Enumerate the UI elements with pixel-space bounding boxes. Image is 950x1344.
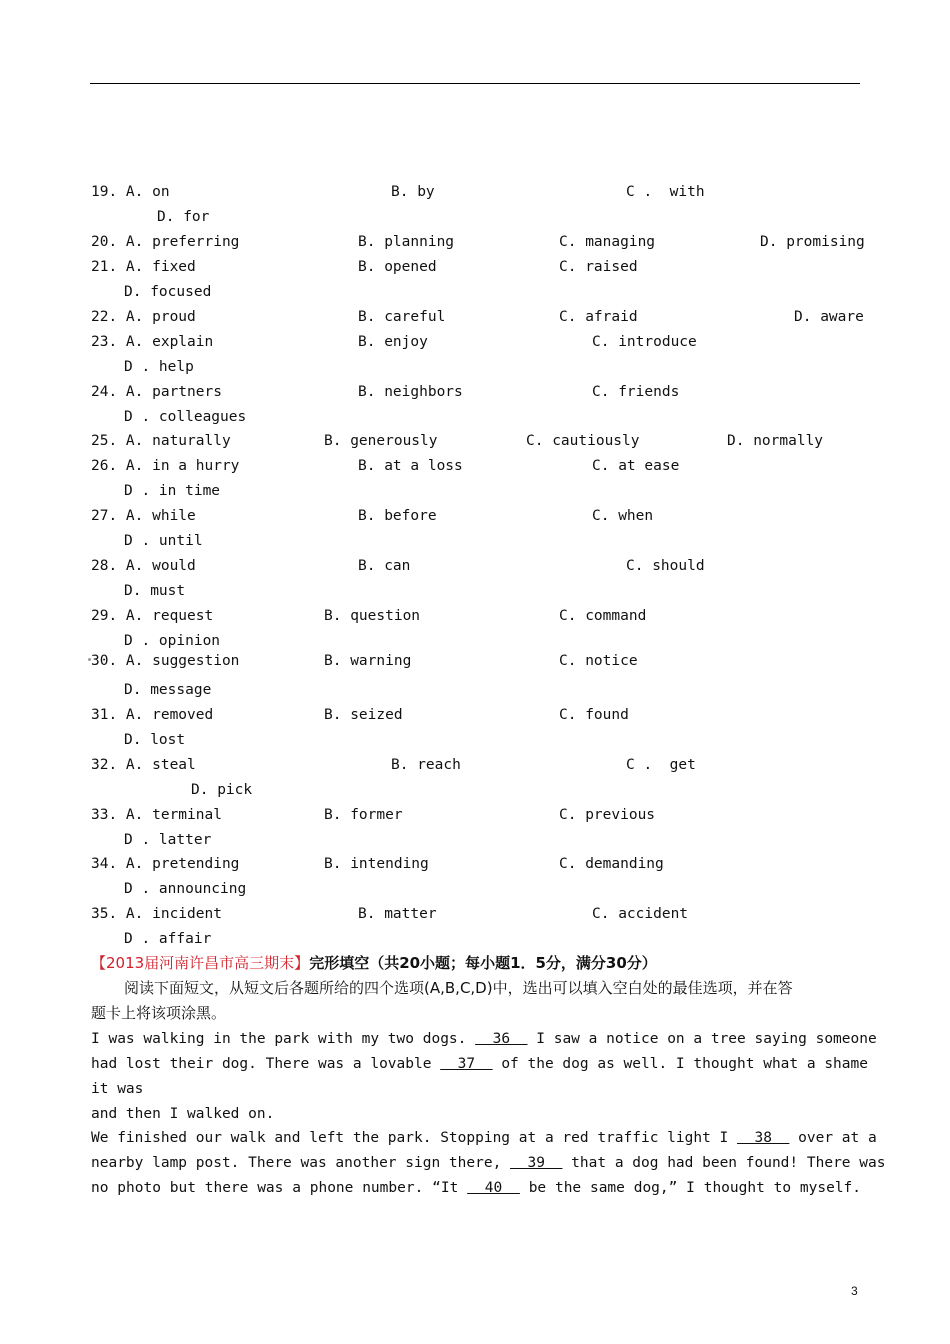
- question-19-option-b: B. by: [391, 184, 435, 200]
- question-24-option-d: D . colleagues: [124, 409, 247, 425]
- passage-line-2: [91, 1055, 868, 1073]
- passage-text: be the same dog,” I thought to myself.: [528, 1180, 862, 1196]
- question-21-option-a: 21. A. fixed: [91, 259, 196, 275]
- passage-line-4: and then I walked on.: [91, 1106, 275, 1122]
- question-20-option-c: C. managing: [559, 234, 656, 250]
- question-26-option-b: B. at a loss: [358, 458, 463, 474]
- question-27-option-c: C. when: [592, 508, 654, 524]
- question-22-option-c: C. afraid: [559, 309, 638, 325]
- question-25-option-c: C. cautiously: [526, 433, 640, 449]
- question-34-option-c: C. demanding: [559, 856, 664, 872]
- question-25-option-d: D. normally: [727, 433, 824, 449]
- question-35-option-c: C. accident: [592, 906, 689, 922]
- question-31-option-a: 31. A. removed: [91, 707, 214, 723]
- question-22-option-b: B. careful: [358, 309, 446, 325]
- passage-text: I saw a notice on a tree saying someone: [536, 1031, 877, 1047]
- question-25-option-b: B. generously: [324, 433, 438, 449]
- question-30-option-d: D. message: [124, 682, 212, 698]
- question-20-option-d: D. promising: [760, 234, 865, 250]
- question-31-option-b: B. seized: [324, 707, 403, 723]
- passage-line-1: [91, 1030, 877, 1048]
- question-32-option-c: C . get: [626, 757, 696, 773]
- question-34-option-b: B. intending: [324, 856, 429, 872]
- question-33-option-c: C. previous: [559, 807, 656, 823]
- passage-text: I was walking in the park with my two dogs.: [91, 1031, 467, 1047]
- blank-39: 39: [510, 1155, 563, 1171]
- question-20-option-a: 20. A. preferring: [91, 234, 240, 250]
- question-29-option-c: C. command: [559, 608, 647, 624]
- question-31-option-d: D. lost: [124, 732, 186, 748]
- passage-text: no photo but there was a phone number. “It: [91, 1180, 459, 1196]
- question-30-option-b: B. warning: [324, 653, 412, 669]
- question-30-option-c: C. notice: [559, 653, 638, 669]
- question-22-option-d: D. aware: [794, 309, 864, 325]
- question-24-option-b: B. neighbors: [358, 384, 463, 400]
- passage-line-5: [91, 1129, 877, 1147]
- question-35-option-a: 35. A. incident: [91, 906, 222, 922]
- question-27-option-b: B. before: [358, 508, 437, 524]
- question-26-option-a: 26. A. in a hurry: [91, 458, 240, 474]
- question-21-option-c: C. raised: [559, 259, 638, 275]
- question-24-option-c: C. friends: [592, 384, 680, 400]
- passage-text: of the dog as well. I thought what a shame: [501, 1056, 868, 1072]
- question-29-option-b: B. question: [324, 608, 421, 624]
- question-23-option-c: C. introduce: [592, 334, 697, 350]
- question-24-option-a: 24. A. partners: [91, 384, 222, 400]
- question-21-option-d: D. focused: [124, 284, 212, 300]
- question-27-option-d: D . until: [124, 533, 203, 549]
- question-23-option-b: B. enjoy: [358, 334, 428, 350]
- question-23-option-d: D . help: [124, 359, 194, 375]
- passage-text: had lost their dog. There was a lovable: [91, 1056, 432, 1072]
- question-29-option-d: D . opinion: [124, 633, 221, 649]
- question-28-option-a: 28. A. would: [91, 558, 196, 574]
- question-20-option-b: B. planning: [358, 234, 455, 250]
- question-28-option-c: C. should: [626, 558, 705, 574]
- question-19-option-c: C . with: [626, 184, 705, 200]
- question-33-option-b: B. former: [324, 807, 403, 823]
- question-29-option-a: 29. A. request: [91, 608, 214, 624]
- question-34-option-a: 34. A. pretending: [91, 856, 240, 872]
- passage-line-6: [91, 1154, 886, 1172]
- section-heading: [91, 954, 861, 972]
- question-30-option-a: 30. A. suggestion: [91, 653, 240, 669]
- question-33-option-a: 33. A. terminal: [91, 807, 222, 823]
- passage-text: We finished our walk and left the park. Stopping at a red traffic light I: [91, 1130, 729, 1146]
- passage-text: nearby lamp post. There was another sign there,: [91, 1155, 502, 1171]
- blank-40: 40: [467, 1180, 520, 1196]
- question-32-option-d: D. pick: [191, 782, 253, 798]
- question-35-option-d: D . affair: [124, 931, 212, 947]
- passage-text: over at a: [798, 1130, 877, 1146]
- section-source: 【2013届河南许昌市高三期末】: [91, 954, 310, 972]
- question-26-option-d: D . in time: [124, 483, 221, 499]
- blank-38: 38: [737, 1130, 790, 1146]
- question-27-option-a: 27. A. while: [91, 508, 196, 524]
- section-title: 完形填空（共20小题；每小题1．5分，满分30分）: [309, 954, 657, 972]
- page-number: 3: [851, 1284, 858, 1298]
- question-22-option-a: 22. A. proud: [91, 309, 196, 325]
- question-35-option-b: B. matter: [358, 906, 437, 922]
- question-33-option-d: D . latter: [124, 832, 212, 848]
- question-31-option-c: C. found: [559, 707, 629, 723]
- question-19-option-d: D. for: [157, 209, 210, 225]
- question-28-option-b: B. can: [358, 558, 411, 574]
- question-32-option-a: 32. A. steal: [91, 757, 196, 773]
- question-26-option-c: C. at ease: [592, 458, 680, 474]
- blank-36: 36: [475, 1031, 528, 1047]
- question-28-option-d: D. must: [124, 583, 186, 599]
- passage-line-7: [91, 1179, 861, 1197]
- question-25-option-a: 25. A. naturally: [91, 433, 231, 449]
- instruction-line-1: 阅读下面短文，从短文后各题所给的四个选项(A,B,C,D)中，选出可以填入空白处的最佳选项，并在答: [124, 979, 793, 997]
- header-rule: [90, 83, 860, 84]
- passage-line-3: it was: [91, 1081, 144, 1097]
- question-32-option-b: B. reach: [391, 757, 461, 773]
- question-34-option-d: D . announcing: [124, 881, 247, 897]
- question-19-option-a: 19. A. on: [91, 184, 170, 200]
- blank-37: 37: [440, 1056, 493, 1072]
- passage-text: that a dog had been found! There was: [571, 1155, 886, 1171]
- question-23-option-a: 23. A. explain: [91, 334, 214, 350]
- question-21-option-b: B. opened: [358, 259, 437, 275]
- instruction-line-2: 题卡上将该项涂黑。: [91, 1004, 227, 1022]
